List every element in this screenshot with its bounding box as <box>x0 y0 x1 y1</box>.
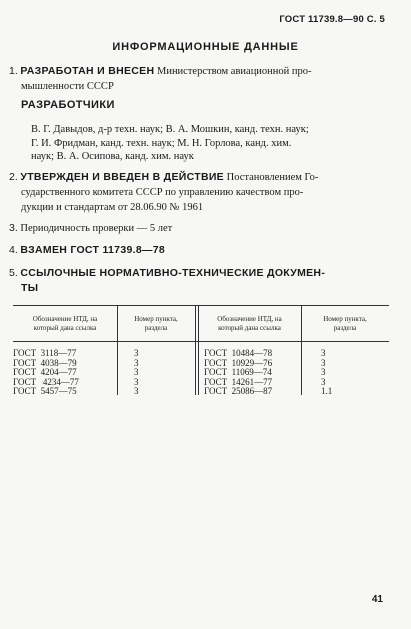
section-4-number: 4. <box>9 244 18 256</box>
header-num-left <box>118 315 194 333</box>
section-5-heading-cont: ТЫ <box>21 282 39 294</box>
header-num-right-line-1: Номер пункта, <box>323 315 367 323</box>
header-num-right <box>302 315 388 333</box>
developers-heading: РАЗРАБОТЧИКИ <box>21 99 115 111</box>
table-row: ГОСТ 11069—74 <box>204 367 272 378</box>
table-cell: 3 <box>134 386 139 397</box>
header-doc-left <box>14 315 116 333</box>
section-2-heading: УТВЕРЖДЕН И ВВЕДЕН В ДЕЙСТВИЕ <box>20 171 224 183</box>
table-row: ГОСТ 10484—78 <box>204 348 273 358</box>
section-5-line-1 <box>9 266 387 281</box>
header-doc-right <box>199 315 300 333</box>
table-cell: 3 <box>134 357 139 368</box>
table-row: ГОСТ 25086—87 <box>204 386 273 397</box>
section-4-heading: ВЗАМЕН ГОСТ 11739.8—78 <box>20 244 166 256</box>
header-num-left-line-1: Номер пункта, <box>134 315 178 323</box>
developers-list <box>31 123 387 164</box>
developers-line-3: наук; В. А. Осипова, канд. хим. наук <box>31 151 194 162</box>
section-2-line-1 <box>9 170 387 185</box>
section-1-heading: РАЗРАБОТАН И ВНЕСЕН <box>20 65 155 77</box>
header-doc-left-line-2: который дана ссылка <box>33 324 97 332</box>
section-5 <box>9 266 387 296</box>
table-col-rule-2a <box>195 305 196 395</box>
left-num-column <box>134 349 139 397</box>
header-num-left-line-2: раздела <box>144 324 168 332</box>
table-cell: 3 <box>321 348 326 358</box>
page-header: ГОСТ 11739.8—90 С. 5 <box>279 14 385 25</box>
right-doc-column <box>204 349 272 397</box>
section-1-text: Министерством авиационной про- <box>156 66 312 77</box>
table-cell: 3 <box>134 376 139 387</box>
section-3 <box>9 221 387 236</box>
section-2-line-3: дукции и стандартам от 28.06.90 № 1961 <box>21 202 204 213</box>
section-2 <box>9 170 387 215</box>
table-cell: 3 <box>321 357 326 368</box>
table-cell: 3 <box>321 376 326 387</box>
table-header-rule <box>13 341 389 342</box>
table-row: ГОСТ 5457—75 <box>13 386 77 397</box>
section-2-number: 2. <box>9 171 18 183</box>
section-5-number: 5. <box>9 267 18 279</box>
section-2-line-2: сударственного комитета СССР по управлению качеством про- <box>21 187 304 198</box>
table-row: ГОСТ 4204—77 <box>13 367 77 378</box>
header-doc-right-line-2: который дана ссылка <box>218 324 281 332</box>
header-doc-right-line-1: Обозначение НТД, на <box>217 315 282 323</box>
table-row: ГОСТ 4234—77 <box>13 376 79 387</box>
page-title: ИНФОРМАЦИОННЫЕ ДАННЫЕ <box>112 41 299 53</box>
table-cell: 3 <box>321 367 326 378</box>
section-1-line-1 <box>9 64 387 79</box>
section-5-heading: ССЫЛОЧНЫЕ НОРМАТИВНО-ТЕХНИЧЕСКИЕ ДОКУМЕН- <box>20 267 326 279</box>
section-1-line-2: мышленности СССР <box>21 81 114 92</box>
table-top-rule <box>13 305 389 306</box>
section-1-number: 1. <box>9 65 18 77</box>
section-2-text: Постановлением Го- <box>226 172 319 183</box>
page-number: 41 <box>371 594 383 605</box>
section-3-text: Периодичность проверки — 5 лет <box>20 223 173 234</box>
table-cell: 1.1 <box>321 386 333 397</box>
table-cell: 3 <box>134 348 139 358</box>
header-doc-left-line-1: Обозначение НТД, на <box>32 315 98 323</box>
section-3-number: 3. <box>9 222 18 234</box>
developers-line-2: Г. И. Фридман, канд. техн. наук; М. Н. Горлова, канд. хим. <box>31 137 292 149</box>
section-1 <box>9 64 387 94</box>
table-row: ГОСТ 14261—77 <box>204 376 273 387</box>
table-row: ГОСТ 3118—77 <box>13 348 77 358</box>
section-4 <box>9 243 387 258</box>
left-doc-column <box>13 349 79 397</box>
developers-line-1: В. Г. Давыдов, д-р техн. наук; В. А. Мошкин, канд. техн. наук; <box>31 124 309 135</box>
header-num-right-line-2: раздела <box>333 324 357 332</box>
table-cell: 3 <box>134 367 139 378</box>
right-num-column <box>321 349 332 397</box>
table-row: ГОСТ 10929—76 <box>204 357 273 368</box>
table-row: ГОСТ 4038—79 <box>13 357 77 368</box>
